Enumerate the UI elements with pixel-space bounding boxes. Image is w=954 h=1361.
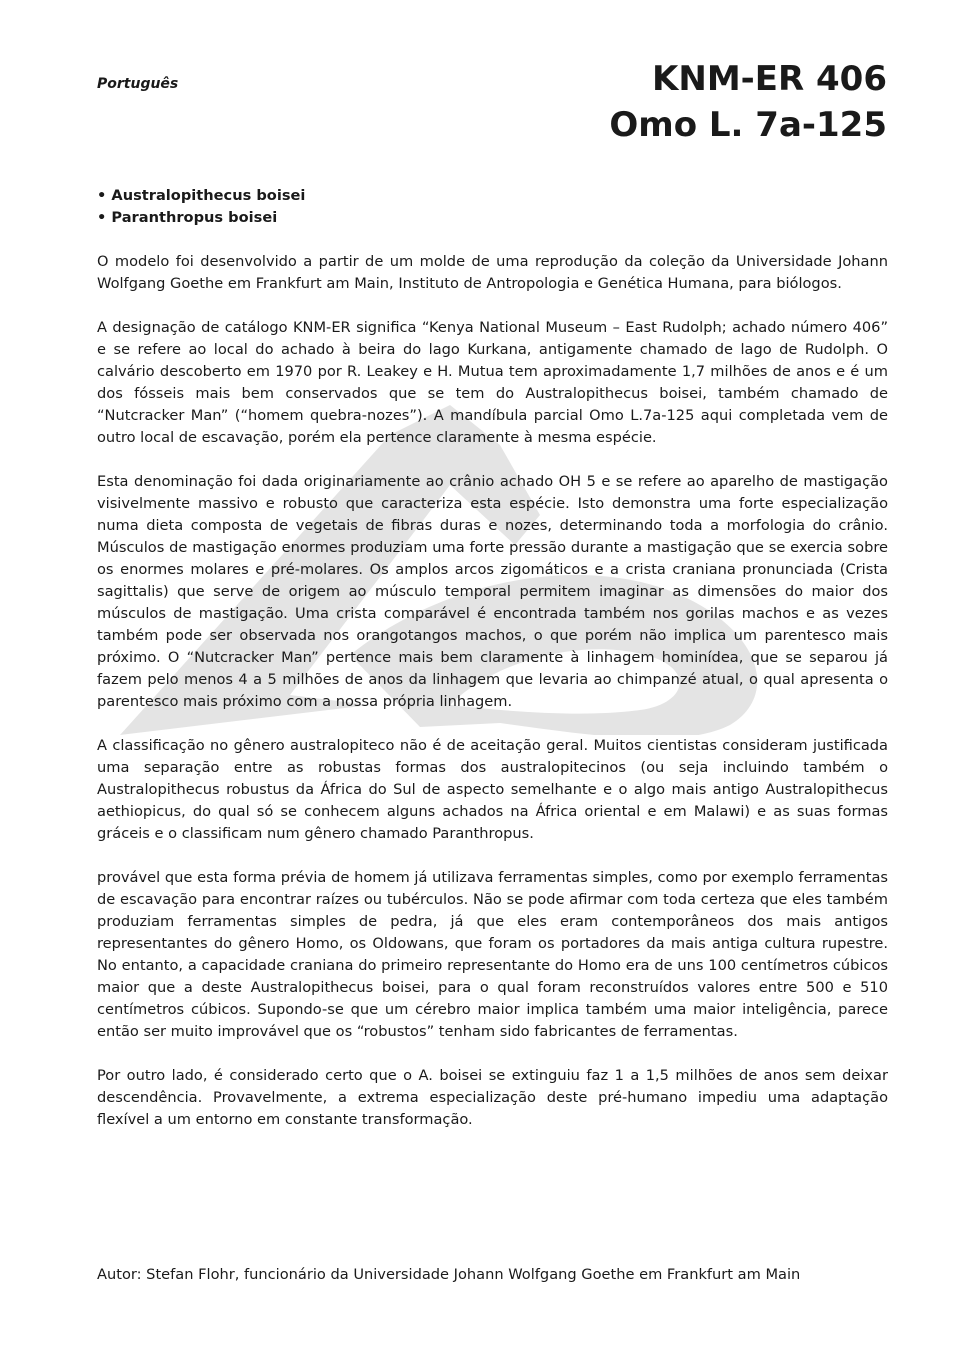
page-title xyxy=(609,56,887,148)
paragraph-origin: O modelo foi desenvolvido a partir de um molde de uma reprodução da coleção da Universidade Johann Wolfgang Goethe em Frankfurt am Main, Instituto de Antropologia e Genética Humana, para biólogos. xyxy=(97,253,888,292)
species-item: • Australopithecus boisei xyxy=(97,187,306,204)
title-line-2: Omo L. 7a-125 xyxy=(609,105,887,145)
paragraph-designation: A designação de catálogo KNM-ER significa “Kenya National Museum – East Rudolph; achado número 406” e se refere ao local do achado à beira do lago Kurkana, antigamente chamado de lago de Rudolph. O calvário descoberto em 1970 por R. Leakey e H. Mutua tem aproximadamente 1,7 milhões de anos e é um dos fósseis mais bem conservados que se tem do Australopithecus boisei, também chamado de “Nutcracker Man” (“homem quebra-nozes”). A mandíbula parcial Omo L.7a-125 aqui completada vem de outro local de escavação, porém ela pertence claramente à mesma espécie. xyxy=(97,319,888,446)
paragraph-classification: A classificação no gênero australopiteco não é de aceitação geral. Muitos cientistas consideram justificada uma separação entre as robustas formas dos australopitecinos (ou seja incluindo também o Australopithecus robustus da África do Sul de aspecto semelhante e o algo mais antigo Australopithecus aethiopicus, do qual só se conhecem alguns achados na África oriental e em Malawi) e as suas formas gráceis e o classificam num gênero chamado Paranthropus. xyxy=(97,737,888,842)
main-content xyxy=(97,185,888,1153)
title-line-1: KNM-ER 406 xyxy=(652,59,887,99)
paragraph-mastication: Esta denominação foi dada originariamente ao crânio achado OH 5 e se refere ao aparelho de mastigação visivelmente massivo e robusto que caracteriza esta espécie. Isto demonstra uma forte especialização numa dieta composta de vegetais de fibras duras e nozes, determinando toda a morfologia do crânio. Músculos de mastigação enormes produziam uma forte pressão durante a mastigação que se exercia sobre os enormes molares e pré-molares. Os amplos arcos zigomáticos e a crista craniana pronunciada (Crista sagittalis) que serve de origem ao músculo temporal permitem imaginar as dimensões do maior dos músculos de mastigação. Uma crista comparável é encontrada também nos gorilas machos e as vezes também pode ser observada nos orangotangos machos, o que porém não implica um parentesco mais próximo. O “Nutcracker Man” pertence mais bem claramente à linhagem hominídea, que se separou já fazem pelo menos 4 a 5 milhões de anos da linhagem que levaria ao chimpanzé atual, o qual apresenta o parentesco mais próximo com a nossa própria linhagem. xyxy=(97,473,888,710)
language-label: Português xyxy=(97,76,179,92)
species-list xyxy=(97,185,888,229)
author-credit: Autor: Stefan Flohr, funcionário da Universidade Johann Wolfgang Goethe em Frankfurt am Main xyxy=(97,1266,801,1283)
paragraph-extinction: Por outro lado, é considerado certo que o A. boisei se extinguiu faz 1 a 1,5 milhões de anos sem deixar descendência. Provavelmente, a extrema especialização deste pré-humano impediu uma adaptação flexível a um entorno em constante transformação. xyxy=(97,1067,888,1128)
species-item: • Paranthropus boisei xyxy=(97,209,278,226)
paragraph-tools: provável que esta forma prévia de homem já utilizava ferramentas simples, como por exemplo ferramentas de escavação para encontrar raízes ou tubérculos. Não se pode afirmar com toda certeza que eles também produziam ferramentas simples de pedra, já que eles eram contemporâneos dos mais antigos representantes do gênero Homo, os Oldowans, que foram os portadores da mais antiga cultura rupestre. No entanto, a capacidade craniana do primeiro representante do Homo era de uns 100 centímetros cúbicos maior que a deste Australopithecus boisei, para o qual foram reconstruídos valores entre 500 e 510 centímetros cúbicos. Supondo-se que um cérebro maior implica também uma maior inteligência, parece então ser muito improvável que os “robustos” tenham sido fabricantes de ferramentas. xyxy=(97,869,888,1040)
